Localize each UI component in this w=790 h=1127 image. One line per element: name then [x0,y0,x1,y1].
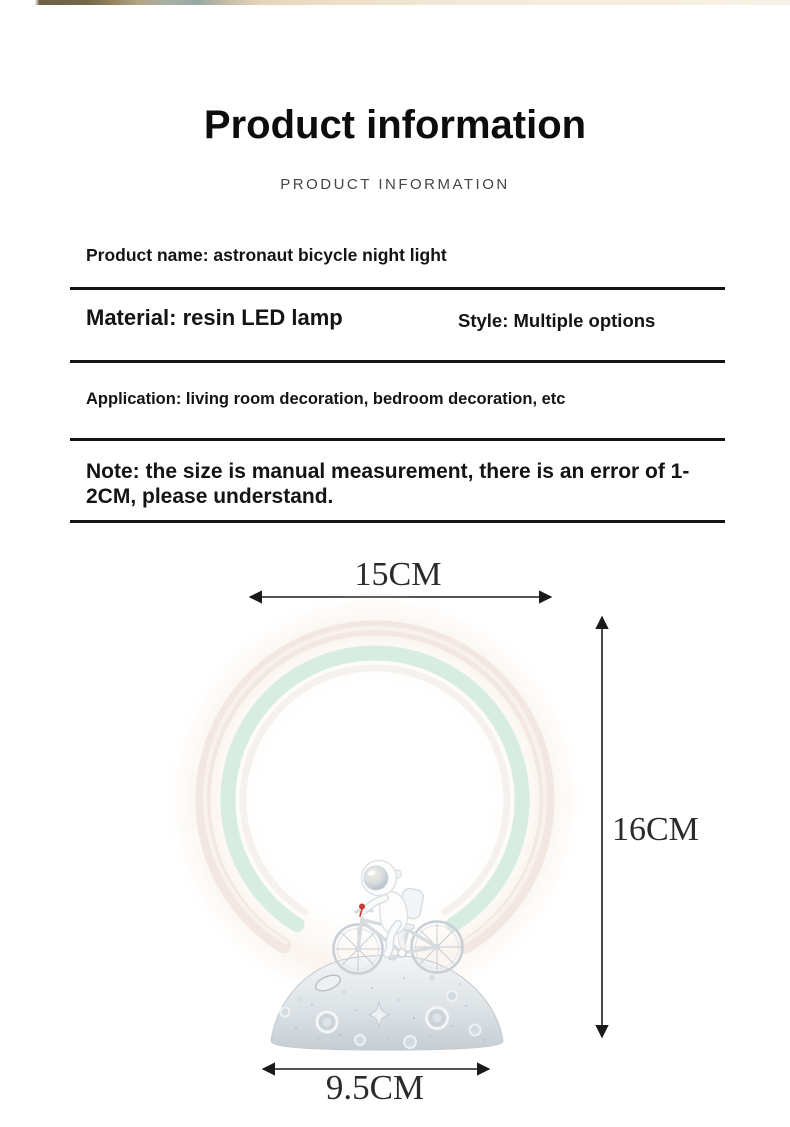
spec-style: Style: Multiple options [458,310,656,331]
crater [297,996,303,1002]
height-dimension-label: 16CM [612,811,699,848]
page-title: Product information [203,103,587,147]
width-dimension-label: 15CM [354,556,442,593]
crater [342,990,347,995]
crater [281,1008,290,1017]
divider-line [70,520,725,523]
crater [404,1036,416,1048]
crater-center [323,1018,332,1027]
crater [487,1011,493,1017]
divider-line [70,360,725,363]
divider-line [70,287,725,290]
crater [447,991,457,1001]
spec-application: Application: living room decoration, bedroom decoration, etc [86,390,566,408]
bicycle-crank [398,949,406,957]
crater [428,974,436,982]
crater [355,1035,365,1045]
cropped-photo-strip [0,0,790,5]
spec-note: Note: the size is manual measurement, there is an error of 1-2CM, please understand. [86,460,690,509]
crater [470,1025,481,1036]
crater-center [433,1014,442,1023]
divider-line [70,438,725,441]
page-subtitle: PRODUCT INFORMATION [280,176,510,193]
spec-material: Material: resin LED lamp [86,305,343,330]
spec-product-name: Product name: astronaut bicycle night light [86,245,447,265]
helmet-visor [364,866,388,890]
base-dimension-label: 9.5CM [325,1068,425,1107]
